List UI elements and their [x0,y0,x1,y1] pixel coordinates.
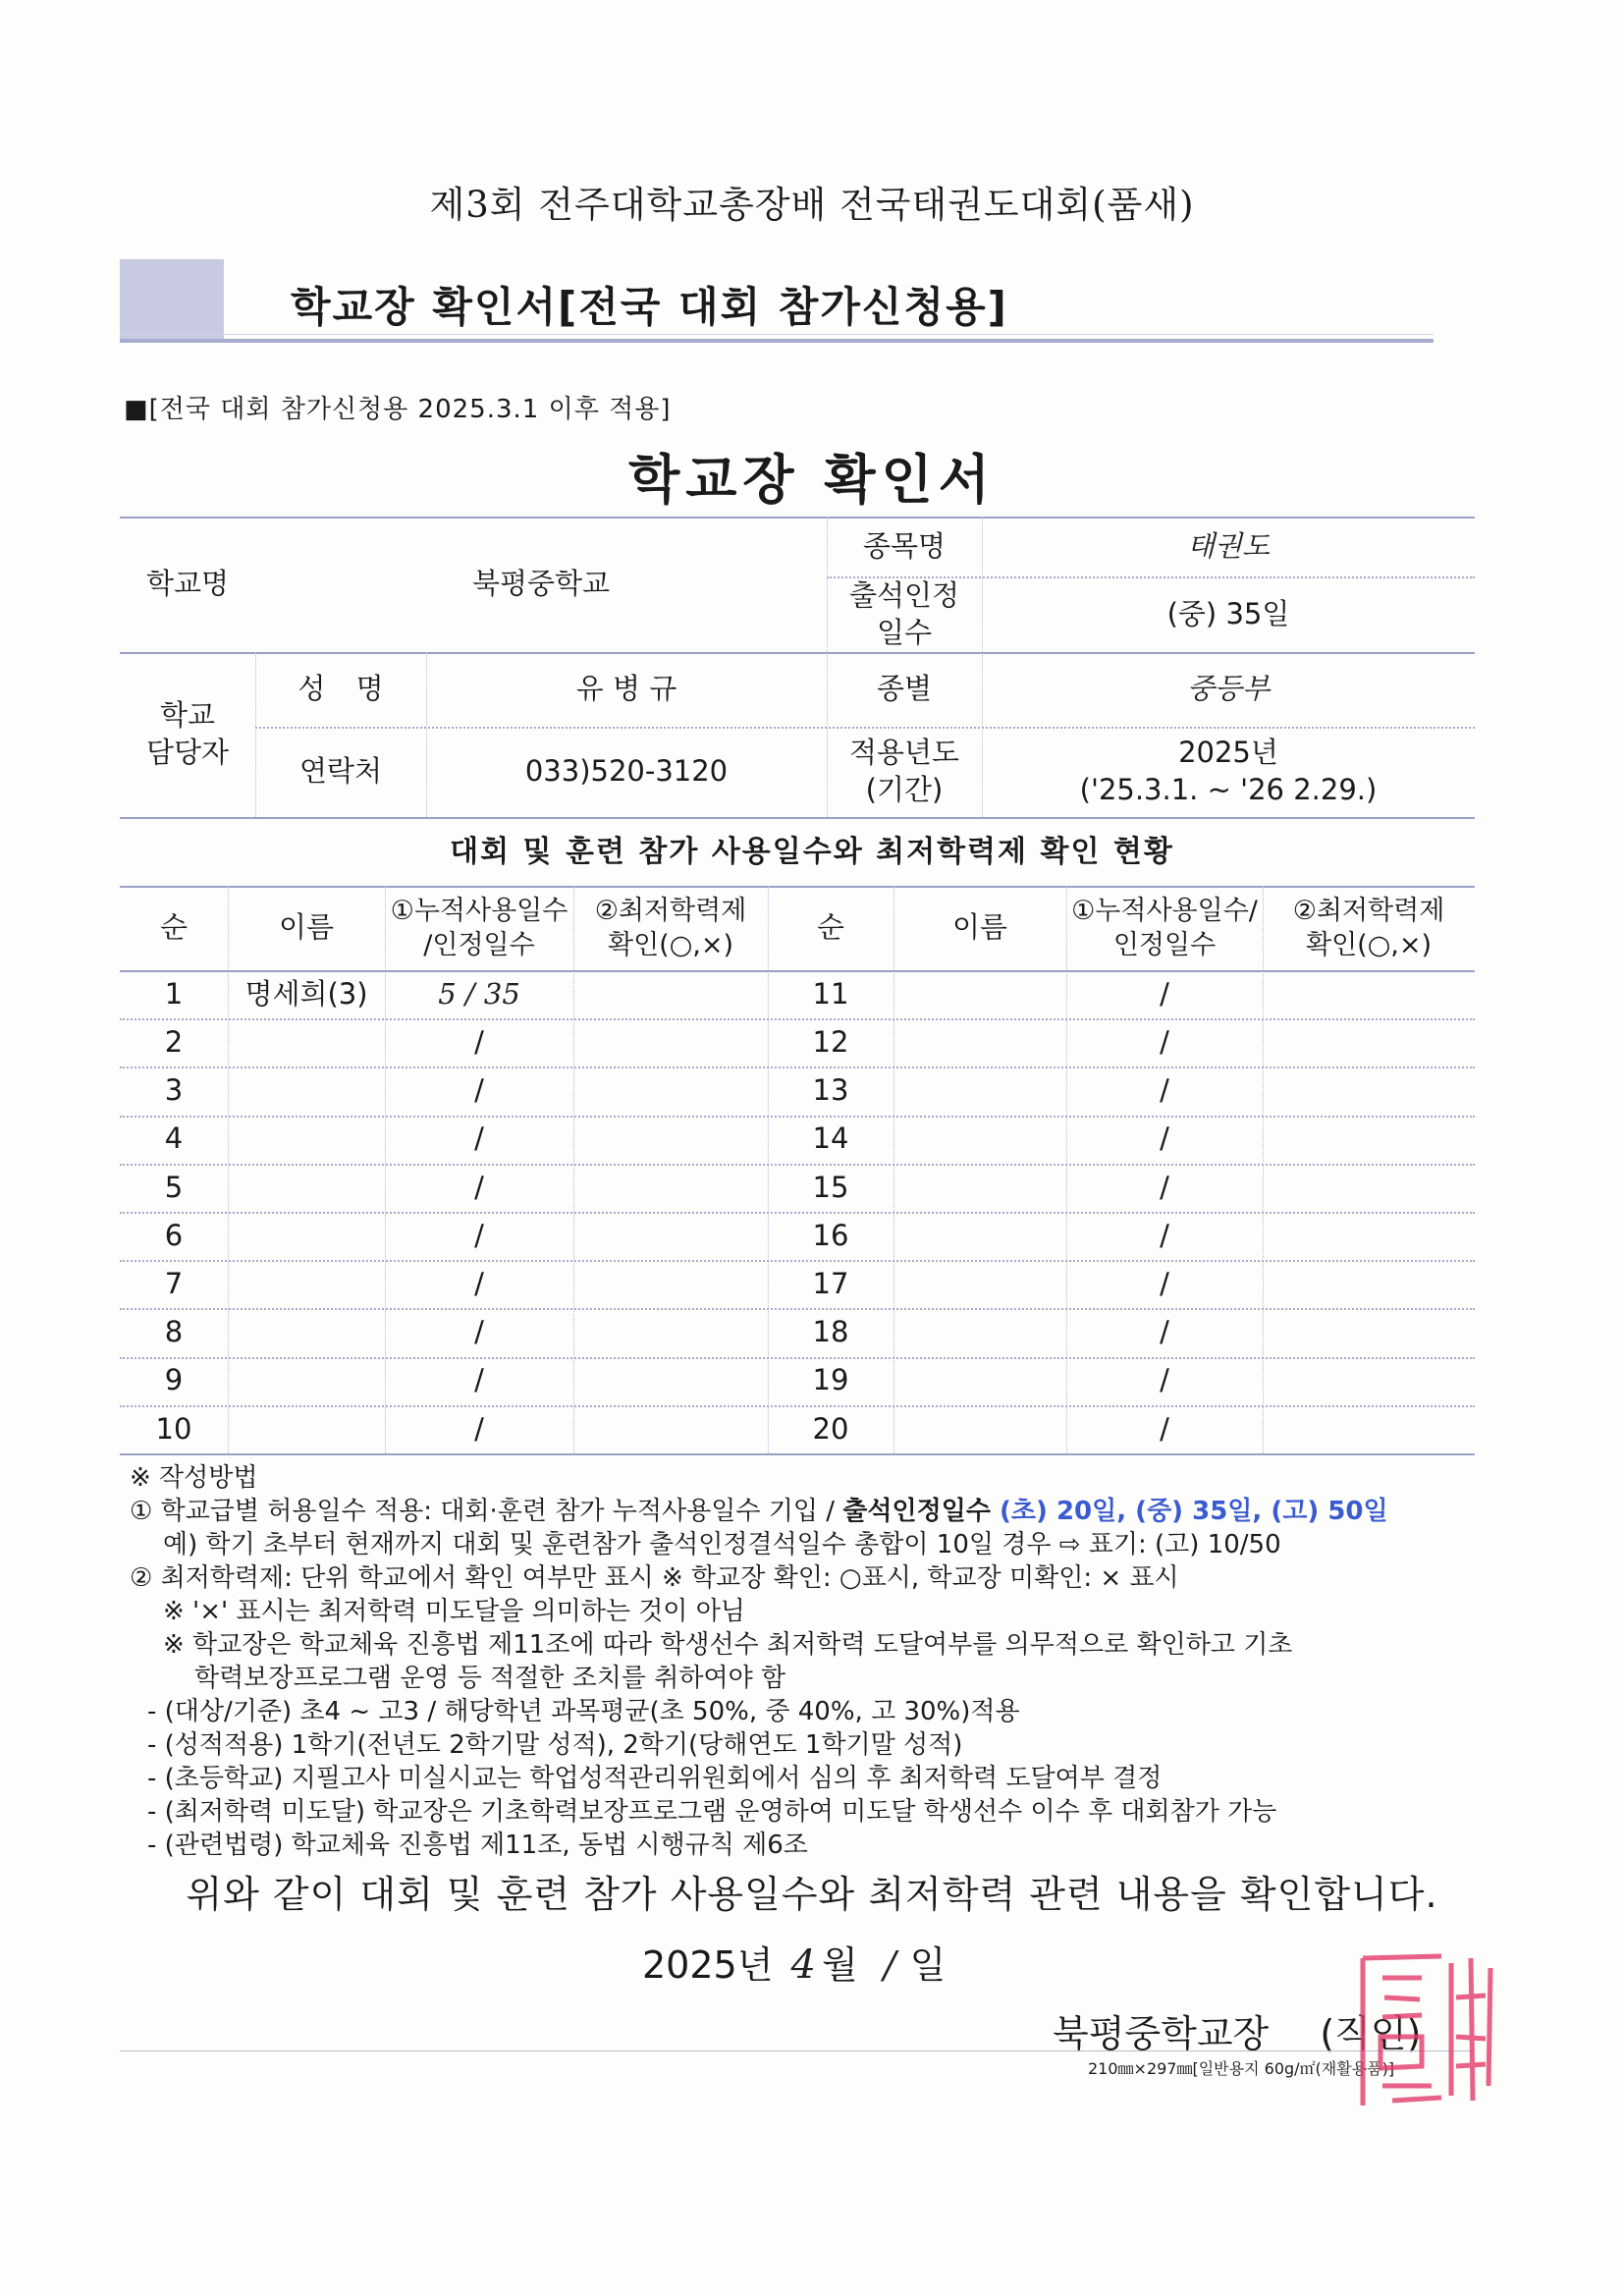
detail-4: - (최저학력 미도달) 학교장은 기초학력보장프로그램 운영하여 미도달 학생선수 이수 후 대회참가 가능 [147,1797,1277,1827]
table-cell-days-r: / [1160,1073,1169,1108]
table-cell-name-l [228,1405,385,1453]
table-cell-name-r [893,1116,1066,1164]
name-label: 성 명 [298,672,384,706]
table-cell-check-l [573,1260,768,1308]
table-cell-days-r: / [1160,1121,1169,1156]
table-cell-days-l: / [474,1218,484,1252]
header-name-right: 이름 [951,910,1008,945]
table-cell-days-r: / [1160,1411,1169,1446]
table-cell-no-l: 1 [164,976,184,1011]
table-cell-no-l: 6 [164,1218,184,1252]
table-cell-check-l [573,1116,768,1164]
name-value: 유 병 규 [575,672,677,706]
table-cell-check-r [1263,1212,1475,1260]
event-title: 제3회 전주대학교총장배 전국태권도대회(품새) [429,184,1195,226]
table-cell-check-l [573,1405,768,1453]
table-cell-name-l [228,1018,385,1066]
form-title: 학교장 확인서 [628,449,996,511]
table-cell-name-l [228,1116,385,1164]
table-cell-days-l: / [474,1170,484,1204]
attendance-label: 출석인정 일수 [848,577,960,649]
table-cell-no-r: 18 [812,1315,849,1349]
school-value: 북평중학교 [471,567,611,601]
table-cell-days-l: / [474,1024,484,1059]
table-cell-name-r [893,1260,1066,1308]
attendance-value: (중) 35일 [1166,596,1290,630]
confirm-statement: 위와 같이 대회 및 훈련 참가 사용일수와 최저학력 관련 내용을 확인합니다. [186,1873,1438,1916]
table-cell-no-r: 11 [812,976,849,1011]
school-seal-icon [1324,1939,1520,2115]
footer-note: 210㎜×297㎜[일반용지 60g/㎡(재활용품)] [1088,2059,1395,2078]
table-cell-check-r [1263,1357,1475,1405]
table-cell-name-l [228,1260,385,1308]
date-line: 2025년 4 월 / 일 [642,1942,947,1988]
header-check-left: ②최저학력제 확인(○,×) [594,895,747,960]
note-1: ① 학교급별 허용일수 적용: 대회·훈련 참가 누적사용일수 기입 / 출석인정일수 (초) 20일, (중) 35일, (고) 50일 [130,1497,1388,1526]
table-cell-days-l: / [474,1121,484,1156]
notes-heading: ※ 작성방법 [130,1463,258,1493]
table-cell-name-l [228,1357,385,1405]
table-cell-check-r [1263,1018,1475,1066]
header-name-left: 이름 [278,910,335,945]
table-cell-check-l [573,1018,768,1066]
table-cell-check-r [1263,1405,1475,1453]
sport-label: 종목명 [862,528,947,563]
detail-3: - (초등학교) 지필고사 미실시교는 학업성적관리위원회에서 심의 후 최저학력 도달여부 결정 [147,1764,1163,1793]
seal-label: (직인) [1320,2012,1422,2055]
table-cell-no-l: 3 [164,1073,184,1108]
table-cell-days-r: / [1160,1024,1169,1059]
table-cell-no-l: 7 [164,1266,184,1300]
table-cell-days-r: / [1160,1170,1169,1204]
category-value: 중등부 [1186,672,1271,706]
table-cell-check-r [1263,1308,1475,1356]
table-cell-name-r [893,1018,1066,1066]
section-title: 대회 및 훈련 참가 사용일수와 최저학력제 확인 현황 [450,835,1174,869]
table-cell-check-r [1263,1164,1475,1212]
table-cell-name-l [228,1308,385,1356]
footer-rule [120,2050,1475,2051]
doc-title: 학교장 확인서[전국 대회 참가신청용] [291,283,1008,331]
table-cell-name-r [893,1212,1066,1260]
header-days-left: ①누적사용일수 /인정일수 [390,895,568,960]
sport-value: 태권도 [1186,528,1271,563]
table-cell-check-l [573,970,768,1018]
detail-5: - (관련법령) 학교체육 진흥법 제11조, 동법 시행규칙 제6조 [147,1831,808,1860]
table-cell-days-l: / [474,1266,484,1300]
table-cell-name-l [228,1066,385,1115]
signer-name: 북평중학교장 [1053,2012,1270,2055]
table-cell-check-l [573,1164,768,1212]
table-cell-days-l: / [474,1073,484,1108]
table-cell-name-l: 명세희(3) [244,976,368,1011]
table-cell-days-r: / [1160,1363,1169,1397]
table-cell-no-l: 9 [164,1363,184,1397]
note-2-b-cont: 학력보장프로그램 운영 등 적절한 조치를 취하여야 함 [194,1664,786,1693]
year-label: 적용년도 (기간) [848,736,960,806]
table-cell-name-r [893,1405,1066,1453]
day-value: / [883,1943,896,1987]
month-value: 4 [790,1942,816,1988]
table-cell-days-l: / [474,1315,484,1349]
table-cell-no-r: 17 [812,1266,849,1300]
table-cell-no-r: 13 [812,1073,849,1108]
table-cell-check-l [573,1308,768,1356]
title-band-rule [120,339,1434,343]
table-cell-name-l [228,1164,385,1212]
category-label: 종별 [876,672,933,706]
table-cell-name-r [893,1308,1066,1356]
table-cell-check-r [1263,1116,1475,1164]
table-cell-no-r: 15 [812,1170,849,1204]
notice: ■[전국 대회 참가신청용 2025.3.1 이후 적용] [124,395,672,424]
table-cell-days-r: / [1160,1218,1169,1252]
table-cell-name-r [893,1357,1066,1405]
detail-2: - (성적적용) 1학기(전년도 2학기말 성적), 2학기(당해연도 1학기말 성적) [147,1730,963,1760]
table-cell-no-r: 19 [812,1363,849,1397]
note-2: ② 최저학력제: 단위 학교에서 확인 여부만 표시 ※ 학교장 확인: ○표시, 학교장 미확인: × 표시 [130,1563,1179,1593]
year-value: 2025년 ('25.3.1. ~ '26 2.29.) [1079,736,1378,806]
header-no-left: 순 [159,910,188,945]
table-cell-name-r [893,970,1066,1018]
table-cell-no-r: 12 [812,1024,849,1059]
header-check-right: ②최저학력제 확인(○,×) [1292,895,1445,960]
table-cell-no-l: 8 [164,1315,184,1349]
table-cell-days-r: / [1160,1266,1169,1300]
header-no-right: 순 [816,910,844,945]
note-2-b: ※ 학교장은 학교체육 진흥법 제11조에 따라 학생선수 최저학력 도달여부를 의무적으로 확인하고 기초 [163,1630,1293,1660]
header-days-right: ①누적사용일수/ 인정일수 [1071,895,1258,960]
note-2-a: ※ '×' 표시는 최저학력 미도달을 의미하는 것이 아님 [163,1597,745,1626]
detail-1: - (대상/기준) 초4 ~ 고3 / 해당학년 과목평균(초 50%, 중 40%, 고 30%)적용 [147,1697,1020,1726]
table-cell-days-l: 5 / 35 [438,976,520,1011]
contact-label: 연락처 [298,754,383,789]
table-cell-no-l: 5 [164,1170,184,1204]
title-band-accent [120,259,224,340]
table-cell-check-l [573,1212,768,1260]
table-cell-check-r [1263,970,1475,1018]
table-cell-no-r: 20 [812,1411,849,1446]
table-cell-check-r [1263,1066,1475,1115]
table-cell-name-r [893,1066,1066,1115]
note-1-example: 예) 학기 초부터 현재까지 대회 및 훈련참가 출석인정결석일수 총합이 10일 경우 ⇨ 표기: (고) 10/50 [163,1530,1281,1559]
table-cell-name-l [228,1212,385,1260]
table-cell-days-l: / [474,1363,484,1397]
table-cell-no-r: 14 [812,1121,849,1156]
table-cell-check-l [573,1066,768,1115]
table-cell-no-l: 4 [164,1121,184,1156]
table-cell-check-l [573,1357,768,1405]
contact-value: 033)520-3120 [524,754,729,789]
table-cell-days-r: / [1160,976,1169,1011]
manager-label: 학교 담당자 [145,698,230,769]
table-cell-days-r: / [1160,1315,1169,1349]
school-label: 학교명 [145,567,230,601]
table-cell-days-l: / [474,1411,484,1446]
table-cell-no-l: 10 [155,1411,192,1446]
table-cell-check-r [1263,1260,1475,1308]
table-cell-no-l: 2 [164,1024,184,1059]
table-cell-name-r [893,1164,1066,1212]
table-cell-no-r: 16 [812,1218,849,1252]
